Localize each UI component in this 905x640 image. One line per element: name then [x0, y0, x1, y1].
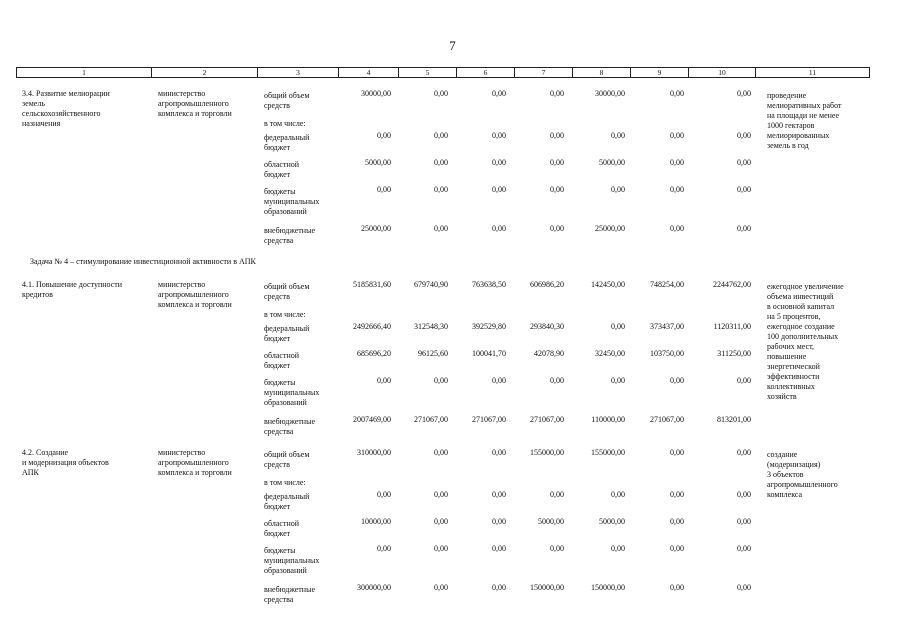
- col-header-10: 10: [689, 68, 756, 78]
- funding-source-label: бюджет: [264, 170, 291, 179]
- expected-result: агропромышленного: [767, 480, 838, 489]
- measure-name: 4.1. Повышение доступности: [22, 280, 123, 289]
- col-header-9: 9: [631, 68, 689, 78]
- funding-value: 0,00: [492, 158, 506, 167]
- measure-name: и модернизация объектов: [22, 458, 109, 467]
- funding-value: 0,00: [492, 517, 506, 526]
- col-header-1: 1: [17, 68, 152, 78]
- expected-result: ежегодное увеличение: [767, 282, 844, 291]
- funding-value: 300000,00: [357, 583, 391, 592]
- funding-value: 0,00: [434, 158, 448, 167]
- page-number: 7: [449, 38, 456, 53]
- funding-value: 0,00: [737, 89, 751, 98]
- funding-source-label: средства: [264, 427, 294, 436]
- funding-value: 0,00: [737, 376, 751, 385]
- funding-source-label: федеральный: [264, 492, 310, 501]
- funding-source-label: внебюджетные: [264, 417, 315, 426]
- funding-value: 2244762,00: [713, 280, 751, 289]
- funding-value: 0,00: [670, 224, 684, 233]
- measure-name: сельскохозяйственного: [22, 109, 101, 118]
- funding-value: 271067,00: [530, 415, 564, 424]
- col-header-2: 2: [152, 68, 258, 78]
- col-header-8: 8: [573, 68, 631, 78]
- funding-value: 0,00: [550, 376, 564, 385]
- funding-value: 2492666,40: [353, 322, 391, 331]
- expected-result: коллективных: [767, 382, 815, 391]
- funding-value: 150000,00: [530, 583, 564, 592]
- executor-name: агропромышленного: [158, 290, 229, 299]
- funding-value: 155000,00: [530, 448, 564, 457]
- funding-source-label: образований: [264, 398, 307, 407]
- funding-source-label: областной: [264, 351, 300, 360]
- funding-value: 5000,00: [365, 158, 391, 167]
- executor-name: комплекса и торговли: [158, 300, 232, 309]
- funding-value: 155000,00: [591, 448, 625, 457]
- funding-value: 0,00: [611, 131, 625, 140]
- funding-value: 0,00: [550, 89, 564, 98]
- measure-name: АПК: [22, 468, 39, 477]
- funding-source-label: общий объем: [264, 91, 310, 100]
- funding-value: 0,00: [670, 490, 684, 499]
- expected-result: рабочих мест,: [767, 342, 814, 351]
- funding-source-label: внебюджетные: [264, 226, 315, 235]
- task-heading: Задача № 4 – стимулирование инвестиционной активности в АПК: [30, 257, 256, 266]
- funding-value: 0,00: [550, 224, 564, 233]
- funding-value: 0,00: [611, 322, 625, 331]
- funding-value: 0,00: [434, 89, 448, 98]
- column-number-header: [16, 67, 870, 78]
- funding-value: 0,00: [670, 131, 684, 140]
- funding-value: 0,00: [737, 583, 751, 592]
- funding-value: 0,00: [492, 544, 506, 553]
- expected-result: хозяйств: [767, 392, 797, 401]
- funding-value: 0,00: [670, 376, 684, 385]
- funding-value: 271067,00: [414, 415, 448, 424]
- funding-value: 1120311,00: [713, 322, 751, 331]
- executor-name: комплекса и торговли: [158, 468, 232, 477]
- funding-value: 0,00: [492, 583, 506, 592]
- funding-value: 103750,00: [650, 349, 684, 358]
- funding-value: 0,00: [737, 448, 751, 457]
- col-header-5: 5: [399, 68, 457, 78]
- executor-name: министерство: [158, 280, 206, 289]
- funding-source-label: бюджет: [264, 361, 291, 370]
- funding-value: 0,00: [434, 131, 448, 140]
- funding-value: 5000,00: [599, 517, 625, 526]
- funding-value: 0,00: [492, 131, 506, 140]
- funding-value: 0,00: [611, 376, 625, 385]
- funding-source-label: бюджет: [264, 502, 291, 511]
- expected-result: эффективности: [767, 372, 820, 381]
- expected-result: 100 дополнительных: [767, 332, 839, 341]
- funding-source-label: областной: [264, 160, 300, 169]
- funding-value: 763638,50: [472, 280, 506, 289]
- funding-value: 0,00: [492, 376, 506, 385]
- funding-source-label: средств: [264, 460, 290, 469]
- funding-source-label: общий объем: [264, 282, 310, 291]
- funding-value: 0,00: [550, 544, 564, 553]
- funding-source-label: бюджеты: [264, 187, 296, 196]
- funding-value: 0,00: [611, 490, 625, 499]
- funding-value: 310000,00: [357, 448, 391, 457]
- expected-result: создание: [767, 450, 798, 459]
- funding-value: 0,00: [377, 131, 391, 140]
- funding-value: 293840,30: [530, 322, 564, 331]
- funding-value: 0,00: [737, 158, 751, 167]
- funding-source-label: в том числе:: [264, 310, 306, 319]
- measure-name: 3.4. Развитие мелиорации: [22, 89, 110, 98]
- funding-source-label: внебюджетные: [264, 585, 315, 594]
- executor-name: министерство: [158, 89, 206, 98]
- funding-value: 271067,00: [650, 415, 684, 424]
- funding-value: 25000,00: [361, 224, 391, 233]
- funding-value: 373437,00: [650, 322, 684, 331]
- col-header-6: 6: [457, 68, 515, 78]
- expected-result: земель в год: [767, 141, 809, 150]
- funding-source-label: бюджет: [264, 143, 291, 152]
- funding-value: 25000,00: [595, 224, 625, 233]
- funding-value: 110000,00: [591, 415, 625, 424]
- funding-value: 312548,30: [414, 322, 448, 331]
- funding-value: 0,00: [670, 185, 684, 194]
- funding-value: 0,00: [670, 89, 684, 98]
- funding-value: 0,00: [434, 583, 448, 592]
- funding-source-label: бюджеты: [264, 378, 296, 387]
- expected-result: на 5 процентов,: [767, 312, 821, 321]
- expected-result: повышение: [767, 352, 807, 361]
- funding-source-label: бюджет: [264, 334, 291, 343]
- funding-value: 0,00: [670, 544, 684, 553]
- expected-result: в основной капитал: [767, 302, 835, 311]
- funding-value: 0,00: [492, 224, 506, 233]
- funding-value: 0,00: [670, 583, 684, 592]
- funding-source-label: федеральный: [264, 133, 310, 142]
- executor-name: агропромышленного: [158, 458, 229, 467]
- funding-value: 42078,90: [534, 349, 564, 358]
- funding-value: 679740,90: [414, 280, 448, 289]
- funding-value: 0,00: [550, 131, 564, 140]
- funding-value: 685696,20: [357, 349, 391, 358]
- expected-result: 1000 гектаров: [767, 121, 815, 130]
- funding-value: 32450,00: [595, 349, 625, 358]
- funding-value: 0,00: [434, 448, 448, 457]
- funding-value: 0,00: [377, 376, 391, 385]
- funding-source-label: в том числе:: [264, 119, 306, 128]
- funding-value: 100041,70: [472, 349, 506, 358]
- funding-value: 0,00: [434, 224, 448, 233]
- funding-value: 0,00: [434, 544, 448, 553]
- funding-source-label: областной: [264, 519, 300, 528]
- funding-source-label: муниципальных: [264, 388, 320, 397]
- funding-source-label: образований: [264, 566, 307, 575]
- funding-source-label: муниципальных: [264, 556, 320, 565]
- funding-source-label: средств: [264, 292, 290, 301]
- funding-source-label: в том числе:: [264, 478, 306, 487]
- funding-value: 0,00: [434, 490, 448, 499]
- funding-source-label: бюджеты: [264, 546, 296, 555]
- funding-value: 0,00: [434, 376, 448, 385]
- funding-source-label: образований: [264, 207, 307, 216]
- funding-source-label: федеральный: [264, 324, 310, 333]
- funding-value: 0,00: [670, 517, 684, 526]
- expected-result: на площади не менее: [767, 111, 839, 120]
- expected-result: мелиоративных работ: [767, 101, 842, 110]
- funding-value: 0,00: [670, 158, 684, 167]
- funding-source-label: муниципальных: [264, 197, 320, 206]
- funding-value: 5185831,60: [353, 280, 391, 289]
- measure-name: кредитов: [22, 290, 53, 299]
- measure-name: назначения: [22, 119, 61, 128]
- col-header-7: 7: [515, 68, 573, 78]
- col-header-3: 3: [258, 68, 339, 78]
- executor-name: комплекса и торговли: [158, 109, 232, 118]
- funding-value: 150000,00: [591, 583, 625, 592]
- funding-value: 0,00: [492, 490, 506, 499]
- funding-value: 0,00: [670, 448, 684, 457]
- funding-value: 0,00: [611, 185, 625, 194]
- col-header-11: 11: [756, 68, 870, 78]
- expected-result: (модернизация): [767, 460, 821, 469]
- funding-source-label: средства: [264, 236, 294, 245]
- funding-value: 0,00: [550, 158, 564, 167]
- funding-value: 2007469,00: [353, 415, 391, 424]
- funding-value: 0,00: [737, 490, 751, 499]
- header-row: [17, 68, 870, 78]
- funding-value: 0,00: [377, 185, 391, 194]
- funding-value: 0,00: [492, 89, 506, 98]
- funding-value: 311250,00: [717, 349, 751, 358]
- expected-result: энергетической: [767, 362, 820, 371]
- funding-value: 0,00: [550, 185, 564, 194]
- funding-value: 5000,00: [538, 517, 564, 526]
- funding-value: 0,00: [492, 448, 506, 457]
- funding-value: 0,00: [737, 224, 751, 233]
- funding-value: 10000,00: [361, 517, 391, 526]
- expected-result: комплекса: [767, 490, 803, 499]
- funding-value: 271067,00: [472, 415, 506, 424]
- funding-source-label: бюджет: [264, 529, 291, 538]
- funding-value: 5000,00: [599, 158, 625, 167]
- funding-value: 0,00: [434, 517, 448, 526]
- funding-value: 142450,00: [591, 280, 625, 289]
- expected-result: 3 объектов: [767, 470, 804, 479]
- funding-value: 0,00: [434, 185, 448, 194]
- funding-value: 606986,20: [530, 280, 564, 289]
- funding-value: 0,00: [377, 544, 391, 553]
- funding-value: 0,00: [737, 544, 751, 553]
- funding-value: 748254,00: [650, 280, 684, 289]
- funding-value: 0,00: [492, 185, 506, 194]
- executor-name: министерство: [158, 448, 206, 457]
- funding-source-label: общий объем: [264, 450, 310, 459]
- expected-result: проведение: [767, 91, 807, 100]
- funding-value: 0,00: [737, 185, 751, 194]
- funding-value: 96125,60: [418, 349, 448, 358]
- funding-value: 0,00: [737, 131, 751, 140]
- funding-value: 0,00: [737, 517, 751, 526]
- funding-value: 0,00: [550, 490, 564, 499]
- expected-result: ежегодное создание: [767, 322, 835, 331]
- measure-name: 4.2. Создание: [22, 448, 69, 457]
- col-header-4: 4: [339, 68, 399, 78]
- funding-value: 0,00: [377, 490, 391, 499]
- funding-value: 30000,00: [595, 89, 625, 98]
- funding-value: 813201,00: [717, 415, 751, 424]
- funding-source-label: средства: [264, 595, 294, 604]
- funding-value: 392529,80: [472, 322, 506, 331]
- executor-name: агропромышленного: [158, 99, 229, 108]
- measure-name: земель: [22, 99, 45, 108]
- expected-result: объема инвестиций: [767, 292, 834, 301]
- funding-value: 0,00: [611, 544, 625, 553]
- funding-source-label: средств: [264, 101, 290, 110]
- funding-value: 30000,00: [361, 89, 391, 98]
- expected-result: мелиорированных: [767, 131, 830, 140]
